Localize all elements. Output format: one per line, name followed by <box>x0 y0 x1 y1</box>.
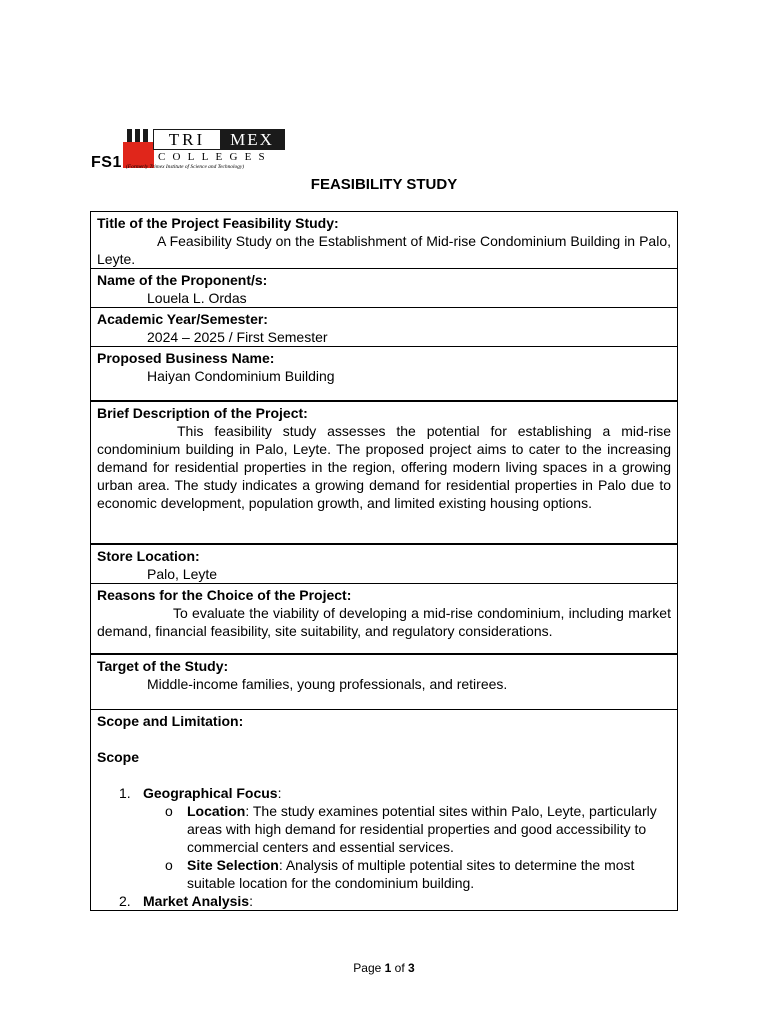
location-label: Store Location: <box>97 548 200 564</box>
academic-year-label: Academic Year/Semester: <box>97 311 268 327</box>
scope-sublist <box>143 802 671 892</box>
scope-subitem <box>143 856 671 892</box>
bullet-icon: o <box>165 803 173 819</box>
logo-colleges: COLLEGES <box>158 151 272 163</box>
document-title: FEASIBILITY STUDY <box>310 176 458 193</box>
logo-formerly: (Formerly Trimex Institute of Science and Technology) <box>126 164 245 170</box>
form-code: FS1 <box>91 154 122 171</box>
page-number: Page 1 of 3 <box>353 961 415 975</box>
row-business-name <box>91 347 678 402</box>
page-total: 3 <box>408 961 415 975</box>
subitem-title: Location <box>187 803 246 819</box>
scope-item: 2. Market Analysis: <box>119 893 253 909</box>
scope-item-number: 1. <box>119 785 131 801</box>
logo-mex: MEX <box>220 130 284 149</box>
scope-item-title: Market Analysis <box>143 893 250 909</box>
row-target <box>91 654 678 710</box>
scope-item-number: 2. <box>119 893 131 909</box>
scope-item: 1. Geographical Focus: o Location: The study examines potential sites within Palo, Leyte, particularly areas with high demand for residential properties and good accessibility to commercial centers and essential services. o Site Selection: Analysis of multiple potential sites to determine the most suitable location for the condominium building. <box>97 784 671 892</box>
feasibility-form-table <box>90 211 678 911</box>
row-scope-limitation <box>91 710 678 911</box>
page-current: 1 <box>384 961 392 975</box>
title-value: A Feasibility Study on the Establishment of Mid-rise Condominium Building in Palo, Leyte. <box>97 233 671 267</box>
scope-item-title: Geographical Focus <box>143 785 278 801</box>
row-proponents <box>91 269 678 308</box>
row-title <box>91 212 678 269</box>
target-label: Target of the Study: <box>97 658 229 674</box>
subitem-text: : The study examines potential sites within Palo, Leyte, particularly areas with high demand for residential properties and good accessibility to commercial centers and essential services. <box>187 803 657 855</box>
scope-heading: Scope <box>97 749 140 765</box>
row-academic-year <box>91 308 678 347</box>
proponents-label: Name of the Proponent/s: <box>97 272 268 288</box>
subitem-title: Site Selection <box>187 857 279 873</box>
logo-building-icon <box>122 127 156 169</box>
subitem-text: : Analysis of multiple potential sites to determine the most suitable location for the condominium building. <box>187 857 635 891</box>
academic-year-value: 2024 – 2025 / First Semester <box>147 329 328 345</box>
reasons-label: Reasons for the Choice of the Project: <box>97 587 352 603</box>
business-name-value: Haiyan Condominium Building <box>147 368 335 384</box>
logo-tri: TRI <box>168 129 206 149</box>
description-value: This feasibility study assesses the potential for establishing a mid-rise condominium building in Palo, Leyte. The proposed project aims to cater to the increasing demand for residential properties in the region, offering modern living spaces in a growing urban area. The study indicates a growing demand for residential properties in Palo due to economic development, population growth, and limited existing housing options. <box>97 423 671 511</box>
row-reasons <box>91 584 678 655</box>
logo-wordmark <box>153 129 285 150</box>
trimex-logo <box>122 127 294 173</box>
row-location <box>91 544 678 584</box>
bullet-icon: o <box>165 857 173 873</box>
proponents-value: Louela L. Ordas <box>147 290 247 306</box>
description-label: Brief Description of the Project: <box>97 405 308 421</box>
row-description <box>91 401 678 544</box>
scope-list <box>97 784 671 910</box>
business-name-label: Proposed Business Name: <box>97 350 275 366</box>
location-value: Palo, Leyte <box>147 566 218 582</box>
target-value: Middle-income families, young professionals, and retirees. <box>147 676 508 692</box>
scope-limitation-label: Scope and Limitation: <box>97 713 244 729</box>
reasons-value: To evaluate the viability of developing a mid-rise condominium, including market demand, financial feasibility, site suitability, and regulatory considerations. <box>97 605 671 639</box>
scope-subitem <box>143 802 671 856</box>
title-label: Title of the Project Feasibility Study: <box>97 215 339 231</box>
